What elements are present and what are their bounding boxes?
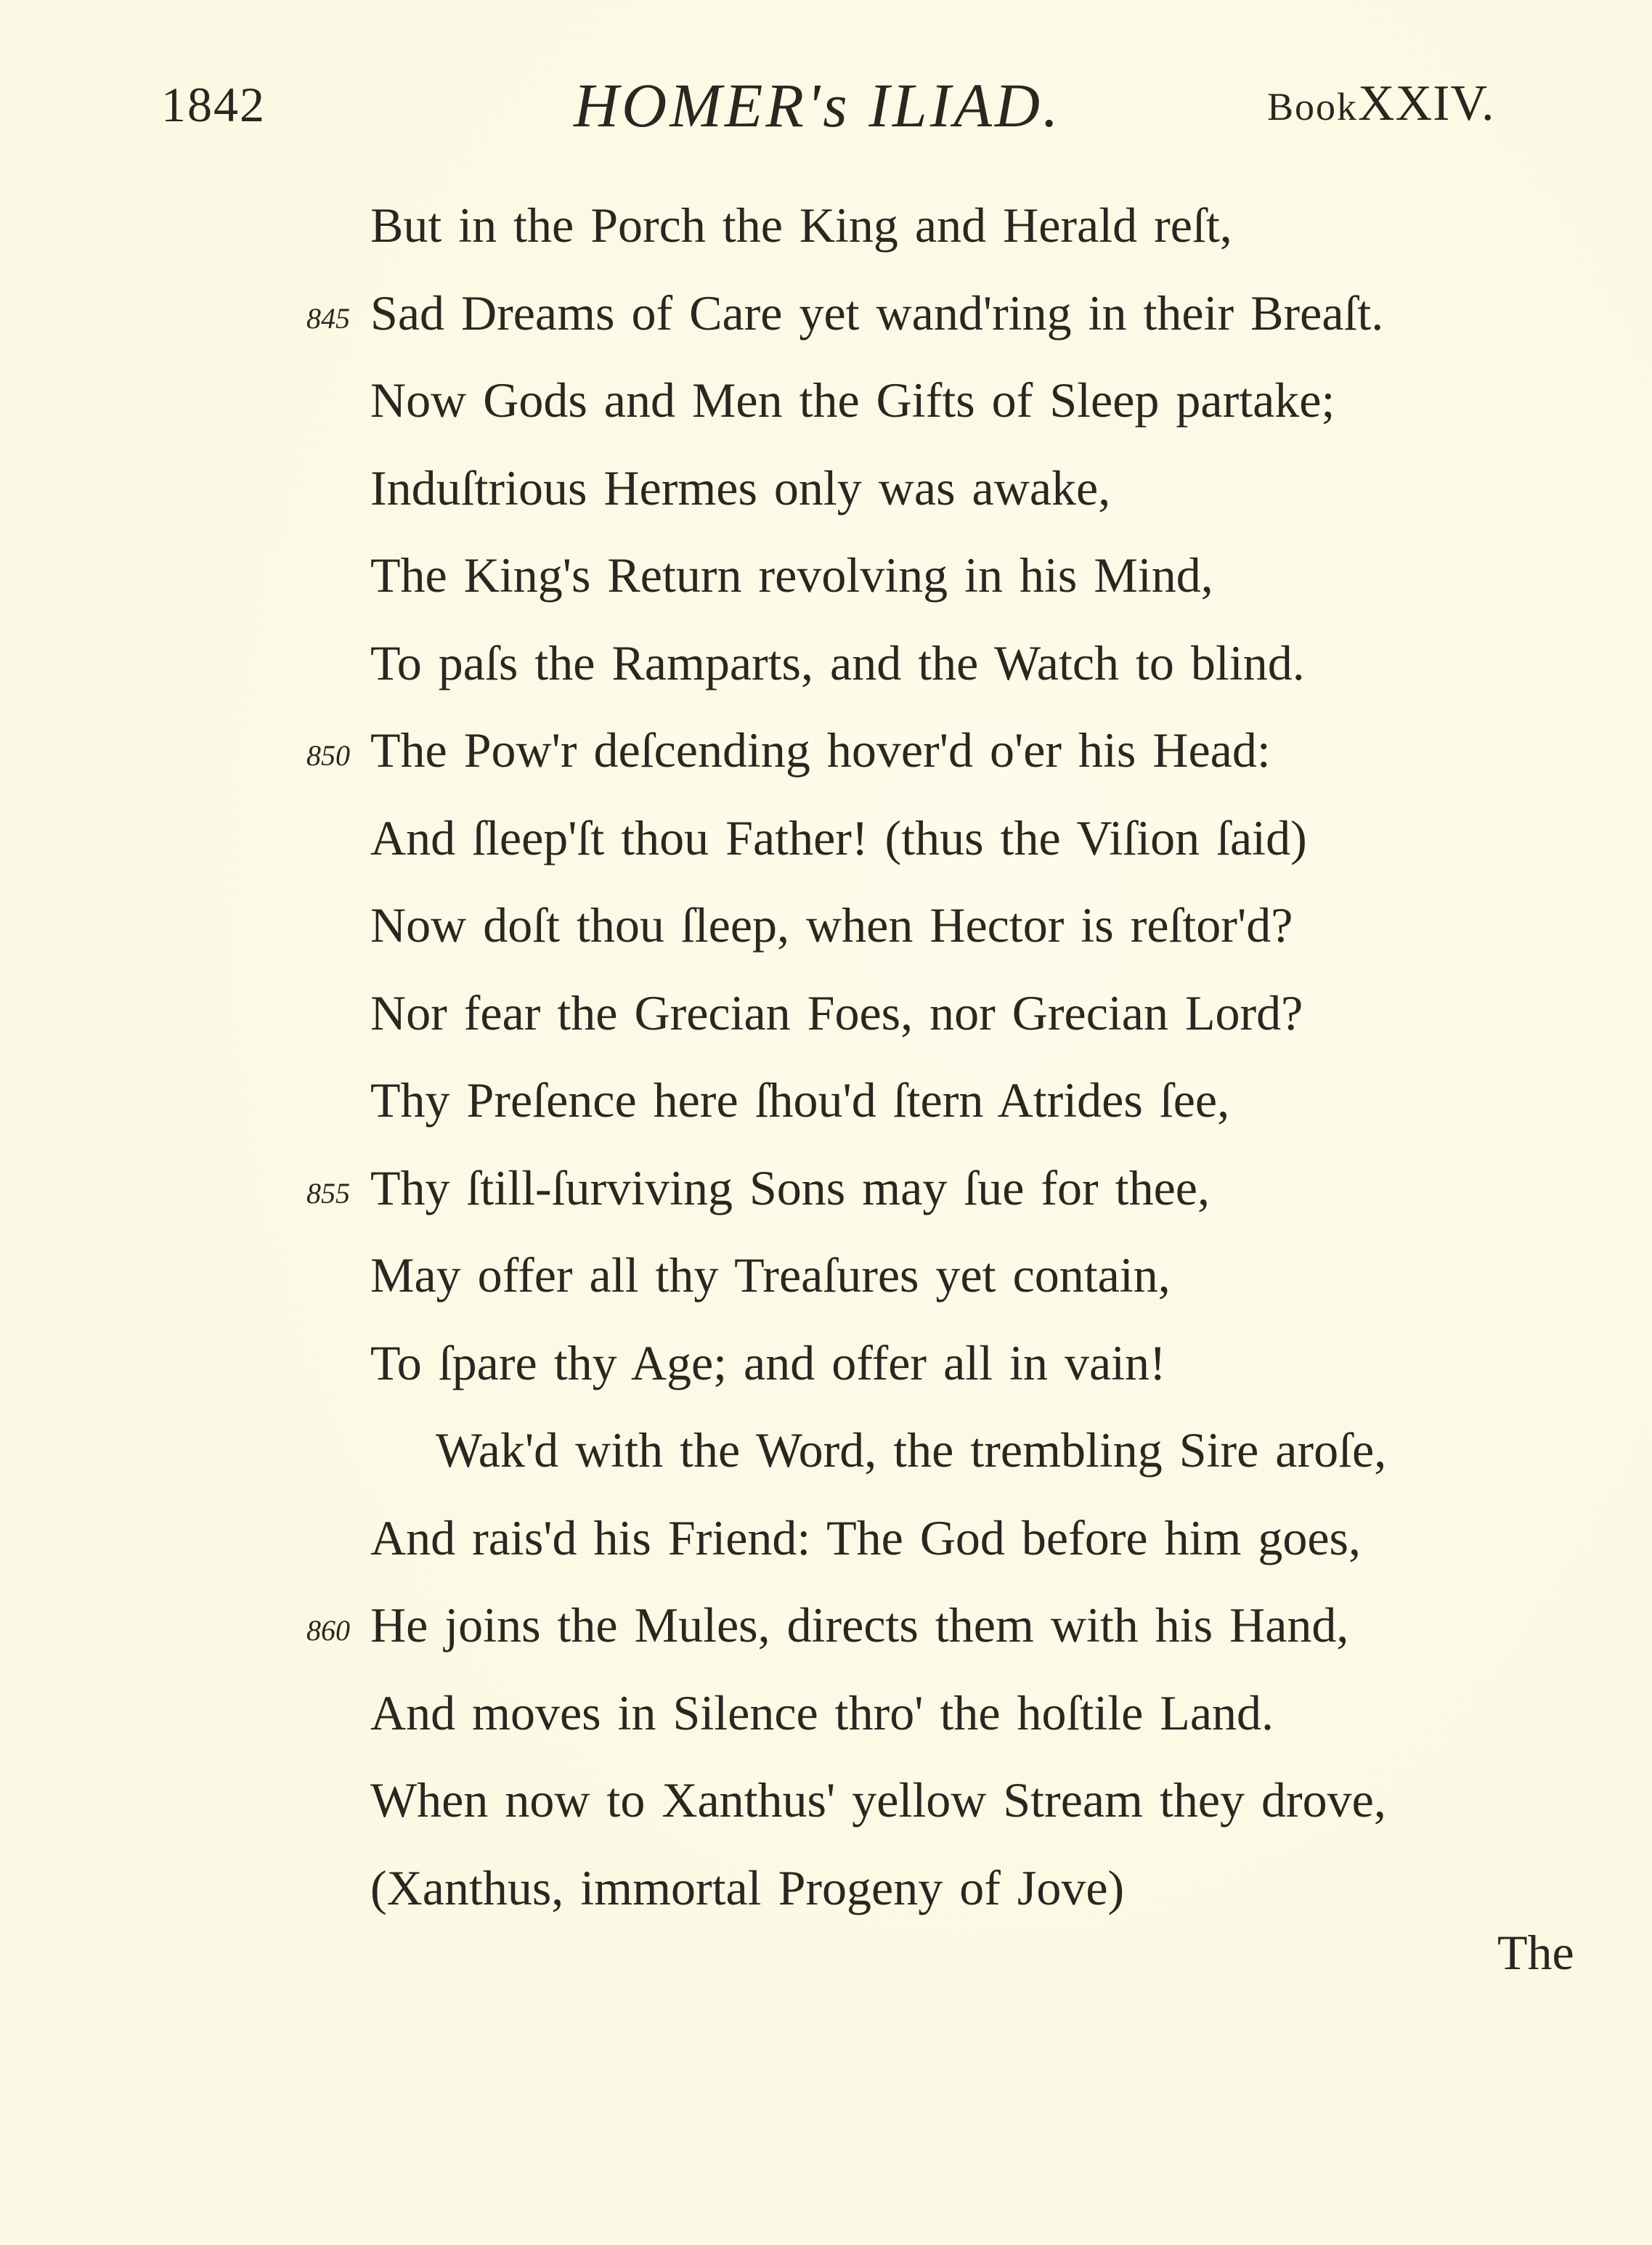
line-number: 850 bbox=[306, 739, 350, 772]
book-label bbox=[1267, 75, 1494, 133]
verse-line-indented bbox=[0, 1406, 1652, 1494]
verse-line bbox=[0, 706, 1652, 794]
line-text: Wak'd with the Word, the trembling Sire aroſe, bbox=[436, 1422, 1387, 1478]
running-head bbox=[0, 69, 1652, 149]
line-text: But in the Porch the King and Herald reſt, bbox=[370, 197, 1232, 253]
line-text: When now to Xanthus' yellow Stream they drove, bbox=[370, 1772, 1386, 1828]
line-text: And moves in Silence thro' the hoſtile Land. bbox=[370, 1684, 1274, 1740]
book-word: Book bbox=[1267, 85, 1359, 129]
line-text: The Pow'r deſcending hover'd o'er his Head: bbox=[370, 722, 1271, 778]
line-number: 845 bbox=[306, 301, 350, 335]
line-text: (Xanthus, immortal Progeny of Jove) bbox=[370, 1859, 1125, 1915]
verse-line bbox=[0, 269, 1652, 357]
verse-line bbox=[0, 1669, 1652, 1757]
verse-line bbox=[0, 969, 1652, 1057]
line-text: May offer all thy Treaſures yet contain, bbox=[370, 1247, 1171, 1303]
verse-line bbox=[0, 531, 1652, 619]
verse-line bbox=[0, 182, 1652, 269]
running-title: HOMER's ILIAD. bbox=[574, 70, 1062, 140]
line-text: Thy Preſence here ſhou'd ſtern Atrides ſee, bbox=[370, 1072, 1230, 1128]
line-number: 860 bbox=[306, 1614, 350, 1647]
verse-line bbox=[0, 1231, 1652, 1319]
line-text: Now doſt thou ſleep, when Hector is reſtor'd? bbox=[370, 897, 1293, 953]
line-text: The King's Return revolving in his Mind, bbox=[370, 547, 1213, 603]
verse-line bbox=[0, 444, 1652, 532]
verse-line bbox=[0, 1756, 1652, 1844]
line-text: He joins the Mules, directs them with his Hand, bbox=[370, 1597, 1349, 1653]
line-text: Induſtrious Hermes only was awake, bbox=[370, 460, 1111, 516]
line-text: And ſleep'ſt thou Father! (thus the Viſion ſaid) bbox=[370, 810, 1307, 865]
verse-line bbox=[0, 881, 1652, 969]
line-text: To paſs the Ramparts, and the Watch to blind. bbox=[370, 635, 1305, 690]
verse-line bbox=[0, 619, 1652, 707]
line-text: And rais'd his Friend: The God before him goes, bbox=[370, 1509, 1362, 1565]
verse-block bbox=[0, 182, 1652, 1931]
catchword: The bbox=[1497, 1925, 1574, 1980]
verse-line bbox=[0, 1319, 1652, 1407]
verse-line bbox=[0, 1844, 1652, 1932]
book-number: XXIV. bbox=[1358, 76, 1495, 131]
line-text: Now Gods and Men the Gifts of Sleep partake; bbox=[370, 372, 1335, 428]
line-number: 855 bbox=[306, 1176, 350, 1210]
verse-line bbox=[0, 1144, 1652, 1232]
verse-line bbox=[0, 794, 1652, 882]
page-number: 1842 bbox=[161, 77, 266, 132]
verse-line bbox=[0, 356, 1652, 444]
verse-line bbox=[0, 1056, 1652, 1144]
verse-line bbox=[0, 1494, 1652, 1582]
verse-line bbox=[0, 1581, 1652, 1669]
line-text: To ſpare thy Age; and offer all in vain! bbox=[370, 1335, 1166, 1390]
line-text: Thy ſtill-ſurviving Sons may ſue for thee, bbox=[370, 1160, 1210, 1215]
line-text: Nor fear the Grecian Foes, nor Grecian Lord? bbox=[370, 985, 1303, 1040]
line-text: Sad Dreams of Care yet wand'ring in their Breaſt. bbox=[370, 285, 1384, 341]
